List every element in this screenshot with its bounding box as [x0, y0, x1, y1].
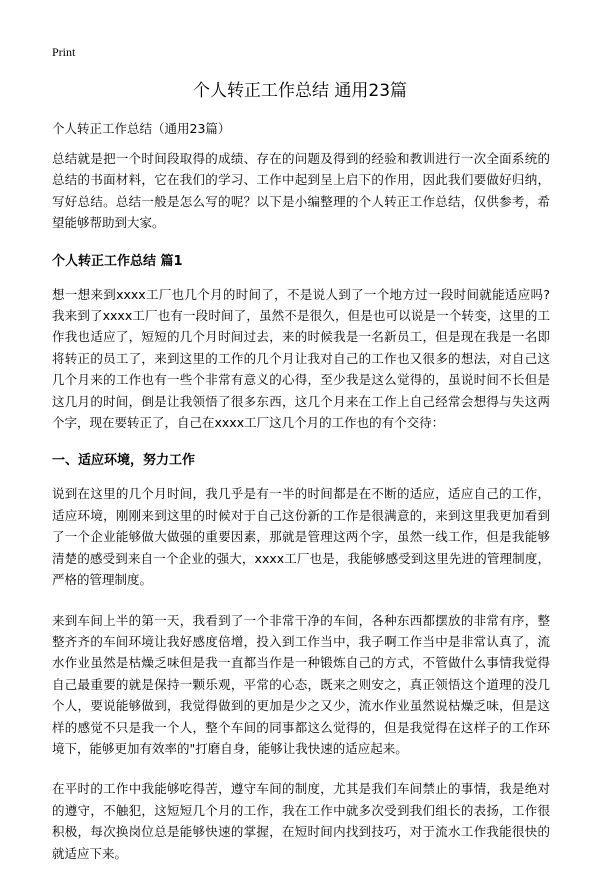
section-heading: 一、适应环境，努力工作 [52, 453, 196, 469]
section-paragraph: 说到在这里的几个月时间，我几乎是有一半的时间都是在不断的适应，适应自己的工作，适应环境，刚刚来到这里的时候对于自己这份新的工作是很满意的，来到这里我更加看到了一个企业能够做大做强的重要因素，那就是管理这两个字，虽然一线工作，但是我能够清楚的感受到来自一个企业的强大，xxxx工厂也是，我能够感受到这里先进的管理制度，严格的管理制度。 [52, 486, 550, 588]
document-subtitle: 个人转正工作总结（通用23篇） [52, 121, 231, 136]
document-title: 个人转正工作总结 通用23篇 [192, 81, 408, 101]
part-paragraph: 想一想来到xxxx工厂也几个月的时间了，不是说人到了一个地方过一段时间就能适应吗?我来到了xxxx工厂也有一段时间了，虽然不是很久，但是也可以说是一个转变，这里的工作我也适应了，短短的几个月时间过去，来的时候我是一名新员工，但是现在我是一名即将转正的员工了，来到这里的工作的几个月让我对自己的工作也又很多的想法，对自己这几个月来的工作也有一些个非常有意义的心得，至少我是这么觉得的，虽说时间不长但是这几月的时间，倒是让我领悟了很多东西，这几个月来在工作上自己经常会想得与失这两个字，现在要转正了，自己在xxxx工厂这几个月的工作也的有个交待： [52, 286, 550, 431]
print-link[interactable]: Print [52, 45, 76, 59]
section-paragraph: 来到车间上半的第一天，我看到了一个非常干净的车间，各种东西都摆放的非常有序，整整齐齐的车间环境让我好感度倍增，投入到工作当中，我子啊工作当中是非常认真了，流水作业虽然是枯燥乏味但是我一直都当作是一种锻炼自己的方式，不管做什么事情我觉得自己最重要的就是保持一颗乐观，平常的心态，既来之则安之，真正领悟这个道理的没几个人，要说能够做到，我觉得做到的更加是少之又少，流水作业虽然说枯燥乏味，但是这样的感觉不只是我一个人，整个车间的同事都这么觉得的，但是我觉得在这样子的工作环境下，能够更加有效率的"打磨自身，能够让我快速的适应起来。 [52, 612, 550, 756]
intro-paragraph: 总结就是把一个时间段取得的成绩、存在的问题及得到的经验和教训进行一次全面系统的总结的书面材料，它在我们的学习、工作中起到呈上启下的作用，因此我们要做好归纳，写好总结。总结一般是怎么写的呢？以下是小编整理的个人转正工作总结，仅供参考，希望能够帮助到大家。 [52, 151, 550, 231]
section-paragraph: 在平时的工作中我能够吃得苦，遵守车间的制度，尤其是我们车间禁止的事情，我是绝对的遵守，不触犯，这短短几个月的工作，我在工作中就多次受到我们组长的表扬，工作很积极，每次换岗位总是能够快速的掌握，在短时间内找到技巧，对于流水工作我能很快的就适应下来。 [52, 781, 550, 861]
part-heading: 个人转正工作总结 篇1 [52, 253, 183, 269]
document-body [52, 148, 550, 883]
